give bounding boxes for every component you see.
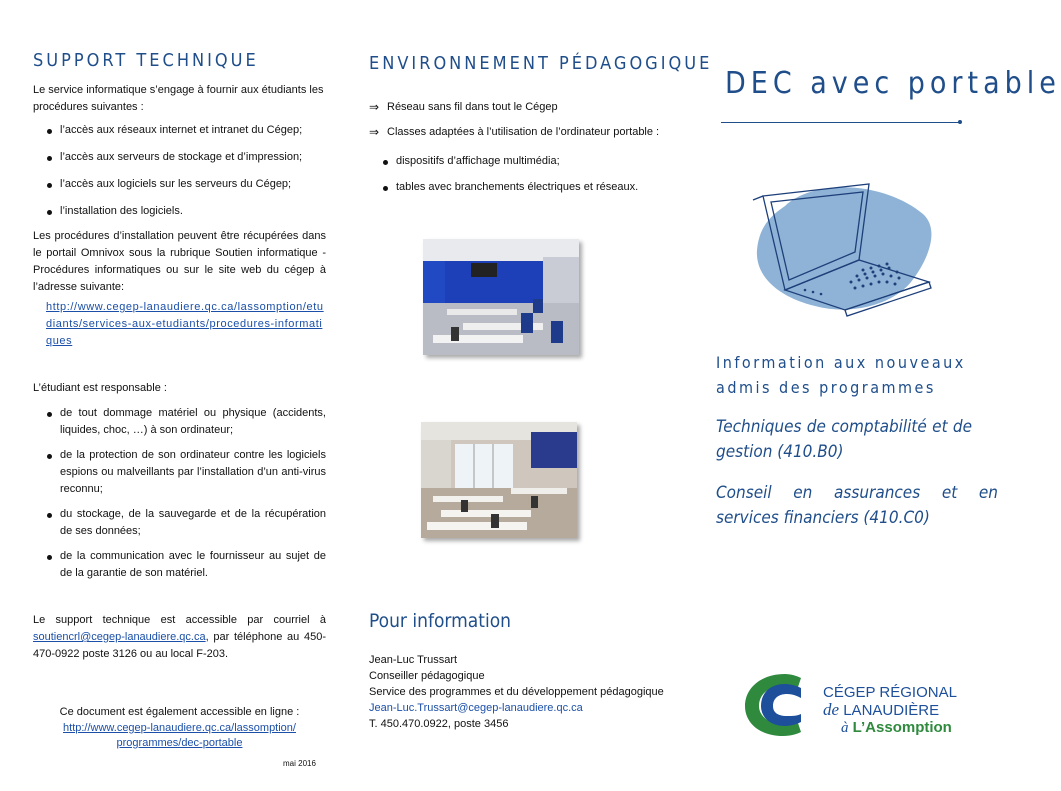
environnement-list xyxy=(369,101,669,138)
contact-post: , par téléphone au 450-470-0922 poste 3126 ou au local F-203. xyxy=(33,631,326,660)
list-item: tables avec branchements électriques et réseaux. xyxy=(369,179,669,196)
info-phone: T. 450.470.0922, poste 3456 xyxy=(369,718,509,730)
list-item: l’accès aux logiciels sur les serveurs du Cégep; xyxy=(33,176,326,193)
responsible-intro: L’étudiant est responsable : xyxy=(33,382,167,394)
contact-text xyxy=(33,612,326,663)
list-item: du stockage, de la sauvegarde et de la récupération de ses données; xyxy=(33,506,326,540)
info-role: Conseiller pédagogique xyxy=(369,670,485,682)
support-list xyxy=(33,122,326,220)
arrow-icon: ⇒ xyxy=(369,125,380,139)
list-item: dispositifs d’affichage multimédia; xyxy=(369,153,669,170)
list-item: ⇒ Réseau sans fil dans tout le Cégep xyxy=(369,100,558,114)
online-block xyxy=(33,704,326,751)
date-label: mai 2016 xyxy=(283,759,316,768)
environnement-sublist xyxy=(369,153,669,196)
procedures-link[interactable]: http://www.cegep-lanaudiere.qc.ca/lassomption/etudiants/services-aux-etudiants/procedures-informatiques xyxy=(46,301,324,347)
classroom-photo-image xyxy=(423,239,579,355)
logo-line-3: à L’Assomption xyxy=(841,719,952,736)
cover-title: DEC avec portable xyxy=(725,66,1061,101)
arrow-icon: ⇒ xyxy=(369,100,380,114)
program-2: Conseil en assurances et en services financiers (410.C0) xyxy=(716,483,998,528)
info-heading: Pour information xyxy=(369,610,511,632)
info-block xyxy=(369,652,669,732)
support-intro: Le service informatique s’engage à fournir aux étudiants les procédures suivantes : xyxy=(33,84,324,113)
laptop-icon xyxy=(745,178,935,318)
contact-pre: Le support technique est accessible par courriel à xyxy=(33,614,326,626)
list-item: l’installation des logiciels. xyxy=(33,203,326,220)
info-service: Service des programmes et du développement pédagogique xyxy=(369,686,664,698)
list-item: l’accès aux réseaux internet et intranet du Cégep; xyxy=(33,122,326,139)
procedures-text: Les procédures d’installation peuvent être récupérées dans le portail Omnivox sous la rubrique Soutien informatique - Procédures informatiques ou sur le site web du cégep à l’adresse suivante: xyxy=(33,230,326,293)
list-item: de la communication avec le fournisseur au sujet de de la garantie de son matériel. xyxy=(33,548,326,582)
support-heading: SUPPORT TECHNIQUE xyxy=(33,50,259,71)
title-divider xyxy=(721,122,961,123)
online-label: Ce document est également accessible en ligne : xyxy=(59,706,300,718)
divider-dot xyxy=(958,120,962,124)
list-item: l’accès aux serveurs de stockage et d’impression; xyxy=(33,149,326,166)
classroom-photo-image xyxy=(421,422,577,538)
classroom-photo xyxy=(421,422,577,538)
online-link-1[interactable]: http://www.cegep-lanaudiere.qc.ca/lassomption/ xyxy=(63,722,296,734)
logo-text xyxy=(823,684,957,737)
cover-subtitle: Information aux nouveaux admis des programmes xyxy=(716,353,966,397)
online-link-2[interactable]: programmes/dec-portable xyxy=(116,737,243,749)
info-name: Jean-Luc Trussart xyxy=(369,654,458,666)
list-item: de tout dommage matériel ou physique (accidents, liquides, choc, …) à son ordinateur; xyxy=(33,405,326,439)
classroom-photo xyxy=(423,239,579,355)
info-email-link[interactable]: Jean-Luc.Trussart@cegep-lanaudiere.qc.ca xyxy=(369,702,583,714)
logo-line-2: de LANAUDIÈRE xyxy=(823,700,940,719)
list-item: de la protection de son ordinateur contre les logiciels espions ou malveillants par l’installation d’un anti-virus reconnu; xyxy=(33,447,326,498)
cegep-logo-icon xyxy=(741,670,819,738)
environnement-heading: ENVIRONNEMENT PÉDAGOGIQUE xyxy=(369,53,713,74)
contact-email-link[interactable]: soutiencrl@cegep-lanaudiere.qc.ca xyxy=(33,631,206,643)
program-1: Techniques de comptabilité et de gestion (410.B0) xyxy=(716,417,972,462)
list-item: ⇒ Classes adaptées à l’utilisation de l’ordinateur portable : xyxy=(369,125,660,139)
responsible-list xyxy=(33,405,326,582)
cegep-logo xyxy=(741,664,981,744)
logo-line-1: CÉGEP RÉGIONAL xyxy=(823,684,957,701)
